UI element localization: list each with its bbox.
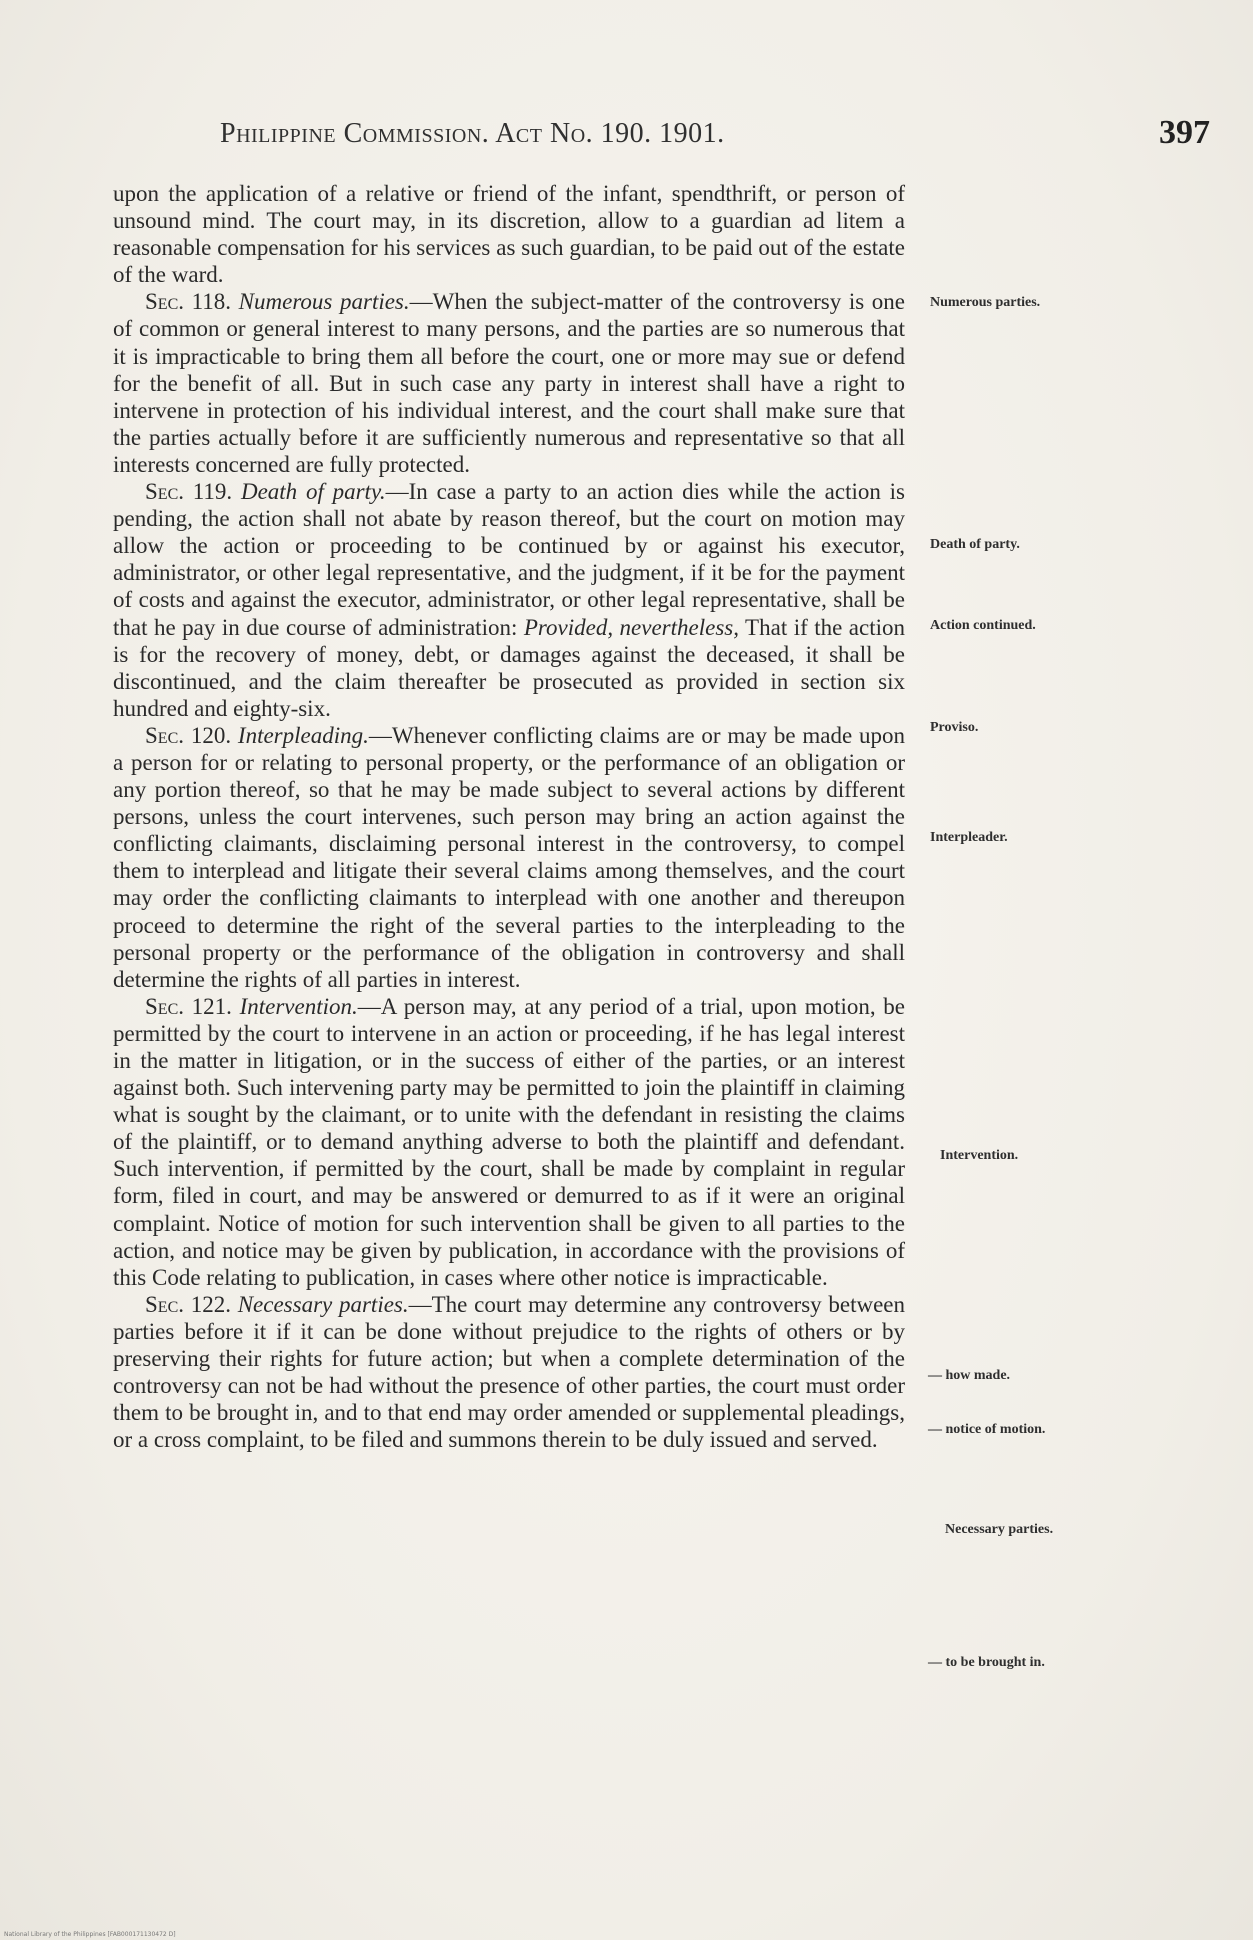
scan-footer: National Library of the Philippines [FAB000171130472 D] — [4, 1931, 176, 1938]
section-120 — [113, 722, 905, 993]
section-121 — [113, 993, 905, 1291]
section-number: Sec. 120. — [145, 722, 232, 748]
section-text: —A person may, at any period of a trial, upon motion, be permitted by the court to intervene in an action or proceeding, if he has legal interest in the matter in litigation, or in the success of either of the parties, or an interest against both. Such intervening party may be permitted to join the plaintiff in claiming what is sought by the claimant, or to unite with the defendant in resisting the claims of the plaintiff, or to demand anything adverse to both the plaintiff and defendant. Such intervention, if permitted by the court, shall be made by complaint in regular form, filed in court, and may be answered or demurred to as if it were an original complaint. Notice of motion for such intervention shall be given to all parties to the action, and notice may be given by publication, in accordance with the provisions of this Code relating to publication, in cases where other notice is impracticable. — [113, 993, 905, 1290]
section-119 — [113, 478, 905, 722]
section-text-continued: That if the action is for the recovery of money, debt, or damages against the deceased, it shall be discontinued, and the claim thereafter be prosecuted as provided in section six hundred and eighty-six. — [113, 614, 906, 721]
section-text: —When the subject-matter of the controversy is one of common or general interest to many persons, and the parties are so numerous that it is impracticable to bring them all before the court, one or more may sue or defend for the benefit of all. But in such case any party in interest shall have a right to intervene in protection of his individual interest, and the court shall make sure that the parties actually before it are sufficiently numerous and representative so that all interests concerned are fully protected. — [113, 289, 906, 477]
section-number: Sec. 122. — [145, 1291, 231, 1317]
section-heading: Death of party. — [240, 479, 386, 505]
margin-note-interpleader: Interpleader. — [930, 830, 1008, 845]
margin-note-death-of-party: Death of party. — [930, 537, 1020, 552]
section-heading: Numerous parties. — [238, 289, 410, 315]
section-number: Sec. 118. — [145, 289, 232, 315]
section-heading: Interpleading. — [237, 722, 369, 748]
margin-note-intervention: Intervention. — [940, 1148, 1019, 1163]
section-heading: Necessary parties. — [237, 1291, 409, 1317]
body-text — [113, 180, 905, 1453]
running-header — [220, 114, 1210, 158]
paragraph-continuation — [113, 180, 905, 288]
section-text: —In case a party to an action dies while the action is pending, the action shall not abate by reason thereof, but the court on motion may allow the action or proceeding to be continued by or against his executor, administrator, or other legal representative, and the judgment, if it be for the payment of costs and against the executor, administrator, or other legal representative, shall be that he pay in due course of administration: — [113, 479, 905, 640]
margin-note-action-continued: Action continued. — [930, 618, 1036, 633]
section-number: Sec. 119. — [145, 479, 233, 505]
margin-note-how-made: — how made. — [928, 1368, 1011, 1383]
margin-note-to-be-brought-in: — to be brought in. — [928, 1655, 1045, 1670]
margin-note-notice-of-motion: — notice of motion. — [928, 1422, 1046, 1437]
section-118 — [113, 288, 905, 478]
section-text: —Whenever conflicting claims are or may be made upon a person for or relating to personal property, or the performance of an obligation or any portion thereof, so that he may be made subject to several actions by different persons, unless the court intervenes, such person may bring an action against the conflicting claimants, disclaiming personal interest in the controversy, to compel them to interplead and litigate their several claims among themselves, and the court may order the conflicting claimants to interplead with one another and thereupon proceed to determine the right of the several parties to the interpleading to the personal property or the performance of the obligation in controversy and shall determine the rights of all parties in interest. — [113, 722, 905, 992]
section-heading: Intervention. — [239, 993, 358, 1019]
margin-note-necessary-parties: Necessary parties. — [945, 1522, 1054, 1537]
margin-note-proviso: Proviso. — [930, 720, 979, 735]
page-number: 397 — [1159, 114, 1210, 151]
section-122 — [113, 1291, 905, 1454]
proviso-phrase: Provided, nevertheless, — [523, 614, 739, 640]
section-number: Sec. 121. — [145, 993, 232, 1019]
paragraph-text: upon the application of a relative or friend of the infant, spendthrift, or person of unsound mind. The court may, in its discretion, allow to a guardian ad litem a reasonable compensation for his services as such guardian, to be paid out of the estate of the ward. — [113, 181, 905, 288]
margin-note-numerous-parties: Numerous parties. — [930, 295, 1041, 310]
section-text: —The court may determine any controversy between parties before it if it can be done without prejudice to the rights of others or by preserving their rights for future action; but when a complete determination of the controversy can not be had without the presence of other parties, the court must order them to be brought in, and to that end may order amended or supplemental pleadings, or a cross complaint, to be filed and summons therein to be duly issued and served. — [113, 1291, 906, 1453]
running-title: Philippine Commission. Act No. 190. 1901. — [220, 118, 725, 149]
